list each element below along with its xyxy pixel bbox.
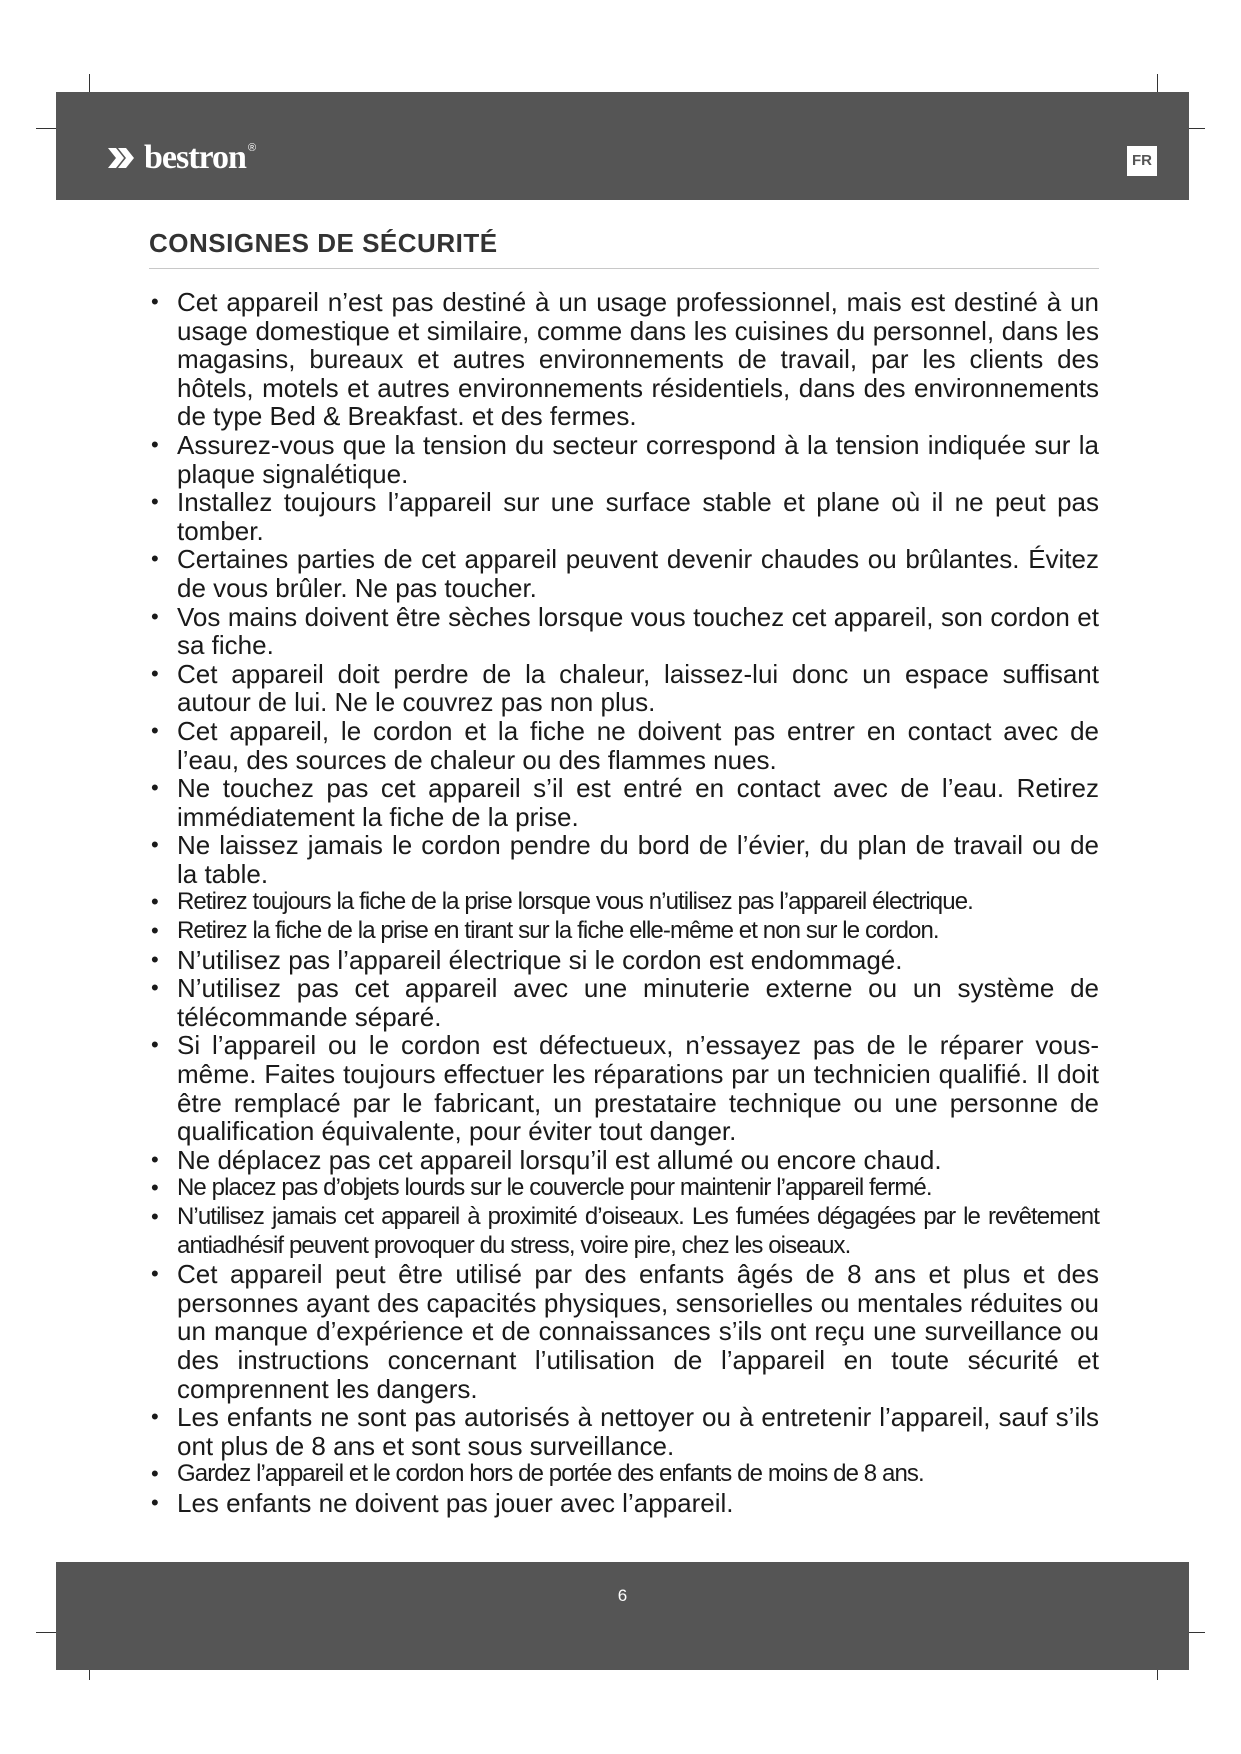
rule-text: Ne laissez jamais le cordon pendre du bord de l’évier, du plan de travail ou de la table. xyxy=(177,830,1099,889)
footer-bar xyxy=(56,1562,1189,1670)
bullet-icon: • xyxy=(151,1204,158,1229)
bullet-icon: • xyxy=(151,918,158,944)
registered-mark: ® xyxy=(247,142,257,154)
rule-text: N’utilisez jamais cet appareil à proximité d’oiseaux. Les fumées dégagées par le revêtement antiadhésif peuvent provoquer du stress, voire pire, chez les oiseaux. xyxy=(177,1203,1099,1259)
list-item xyxy=(149,946,1099,975)
brand-name: bestron xyxy=(144,139,246,176)
list-item xyxy=(149,831,1099,888)
bullet-icon: • xyxy=(151,289,159,314)
bullet-icon: • xyxy=(151,946,159,972)
list-item xyxy=(149,1031,1099,1145)
bullet-icon: • xyxy=(151,431,159,457)
rule-text: Les enfants ne sont pas autorisés à nettoyer ou à entretenir l’appareil, sauf s’ils ont plus de 8 ans et sont sous surveillance. xyxy=(177,1402,1099,1461)
bullet-icon: • xyxy=(151,1175,158,1201)
page-title: CONSIGNES DE SÉCURITÉ xyxy=(149,228,498,258)
list-item xyxy=(149,431,1099,488)
bullet-icon: • xyxy=(151,889,158,915)
bullet-icon: • xyxy=(151,775,159,801)
list-item xyxy=(149,888,1099,917)
page-number: 6 xyxy=(617,1586,628,1605)
bullet-icon: • xyxy=(151,1489,159,1515)
rule-text: Retirez la fiche de la prise en tirant sur la fiche elle-même et non sur le cordon. xyxy=(177,917,939,945)
header-bar xyxy=(56,92,1189,200)
safety-rules-list xyxy=(149,288,1099,1518)
rule-text: Les enfants ne doivent pas jouer avec l’appareil. xyxy=(177,1487,734,1518)
list-item xyxy=(149,288,1099,431)
bullet-icon: • xyxy=(151,1146,159,1172)
rule-text: Cet appareil, le cordon et la fiche ne doivent pas entrer en contact avec de l’eau, des sources de chaleur ou des flammes nues. xyxy=(177,715,1099,775)
rule-text: Si l’appareil ou le cordon est défectueux, n’essayez pas de le réparer vous-même. Faites toujours effectuer les réparations par un technicien qualifié. Il doit être remplacé par le fabricant, un prestataire technique ou une personne de qualification équivalente, pour éviter tout danger. xyxy=(177,1030,1099,1147)
list-item xyxy=(149,1203,1099,1260)
list-item xyxy=(149,717,1099,774)
list-item xyxy=(149,1460,1099,1489)
rule-text: Vos mains doivent être sèches lorsque vous touchez cet appareil, son cordon et sa fiche. xyxy=(177,601,1099,661)
bullet-icon: • xyxy=(151,603,159,629)
bullet-icon: • xyxy=(151,717,159,743)
rule-text: Gardez l’appareil et le cordon hors de portée des enfants de moins de 8 ans. xyxy=(177,1460,924,1488)
rule-text: Retirez toujours la fiche de la prise lorsque vous n’utilisez pas l’appareil électrique. xyxy=(177,888,973,916)
list-item xyxy=(149,545,1099,602)
list-item xyxy=(149,603,1099,660)
rule-text: N’utilisez pas l’appareil électrique si le cordon est endommagé. xyxy=(177,944,903,975)
brand-logo xyxy=(106,140,256,176)
list-item xyxy=(149,488,1099,545)
list-item xyxy=(149,1260,1099,1403)
rule-text: Certaines parties de cet appareil peuvent devenir chaudes ou brûlantes. Évitez de vous brûler. Ne pas toucher. xyxy=(177,544,1099,603)
rule-text: Ne déplacez pas cet appareil lorsqu’il est allumé ou encore chaud. xyxy=(177,1144,942,1175)
bullet-icon: • xyxy=(151,660,159,686)
double-chevron-icon xyxy=(106,144,136,172)
rule-text: Ne touchez pas cet appareil s’il est entré en contact avec de l’eau. Retirez immédiatement la fiche de la prise. xyxy=(177,773,1099,832)
list-item xyxy=(149,917,1099,946)
rule-text: Cet appareil doit perdre de la chaleur, laissez-lui donc un espace suffisant autour de lui. Ne le couvrez pas non plus. xyxy=(177,658,1099,718)
list-item xyxy=(149,1174,1099,1203)
bullet-icon: • xyxy=(151,546,159,572)
rule-text: Cet appareil n’est pas destiné à un usage professionnel, mais est destiné à un usage domestique et similaire, comme dans les cuisines du personnel, dans les magasins, bureaux et autres environnements de travail, par les clients des hôtels, motels et autres environnements résidentiels, dans des environnements de type Bed & Breakfast. et des fermes. xyxy=(177,287,1099,432)
bullet-icon: • xyxy=(151,1461,158,1487)
rule-text: Cet appareil peut être utilisé par des enfants âgés de 8 ans et plus et des personnes ayant des capacités physiques, sensorielles ou mentales réduites ou un manque d’expérience et de connaissances s’ils ont reçu une surveillance ou des instructions concernant l’utilisation de l’appareil en toute sécurité et comprennent les dangers. xyxy=(177,1259,1099,1404)
list-item xyxy=(149,1146,1099,1175)
title-divider xyxy=(149,268,1099,269)
language-badge: FR xyxy=(1127,146,1157,176)
list-item xyxy=(149,660,1099,717)
bullet-icon: • xyxy=(151,489,159,515)
bullet-icon: • xyxy=(151,1261,159,1287)
bullet-icon: • xyxy=(151,1404,159,1430)
list-item xyxy=(149,1489,1099,1518)
bullet-icon: • xyxy=(151,1032,159,1058)
rule-text: N’utilisez pas cet appareil avec une minuterie externe ou un système de télécommande séparé. xyxy=(177,973,1099,1032)
list-item xyxy=(149,1403,1099,1460)
bullet-icon: • xyxy=(151,832,159,858)
list-item xyxy=(149,774,1099,831)
list-item xyxy=(149,974,1099,1031)
rule-text: Ne placez pas d’objets lourds sur le couvercle pour maintenir l’appareil fermé. xyxy=(177,1174,932,1202)
rule-text: Installez toujours l’appareil sur une surface stable et plane où il ne peut pas tomber. xyxy=(177,487,1099,546)
rule-text: Assurez-vous que la tension du secteur correspond à la tension indiquée sur la plaque signalétique. xyxy=(177,429,1099,489)
bullet-icon: • xyxy=(151,975,159,1001)
